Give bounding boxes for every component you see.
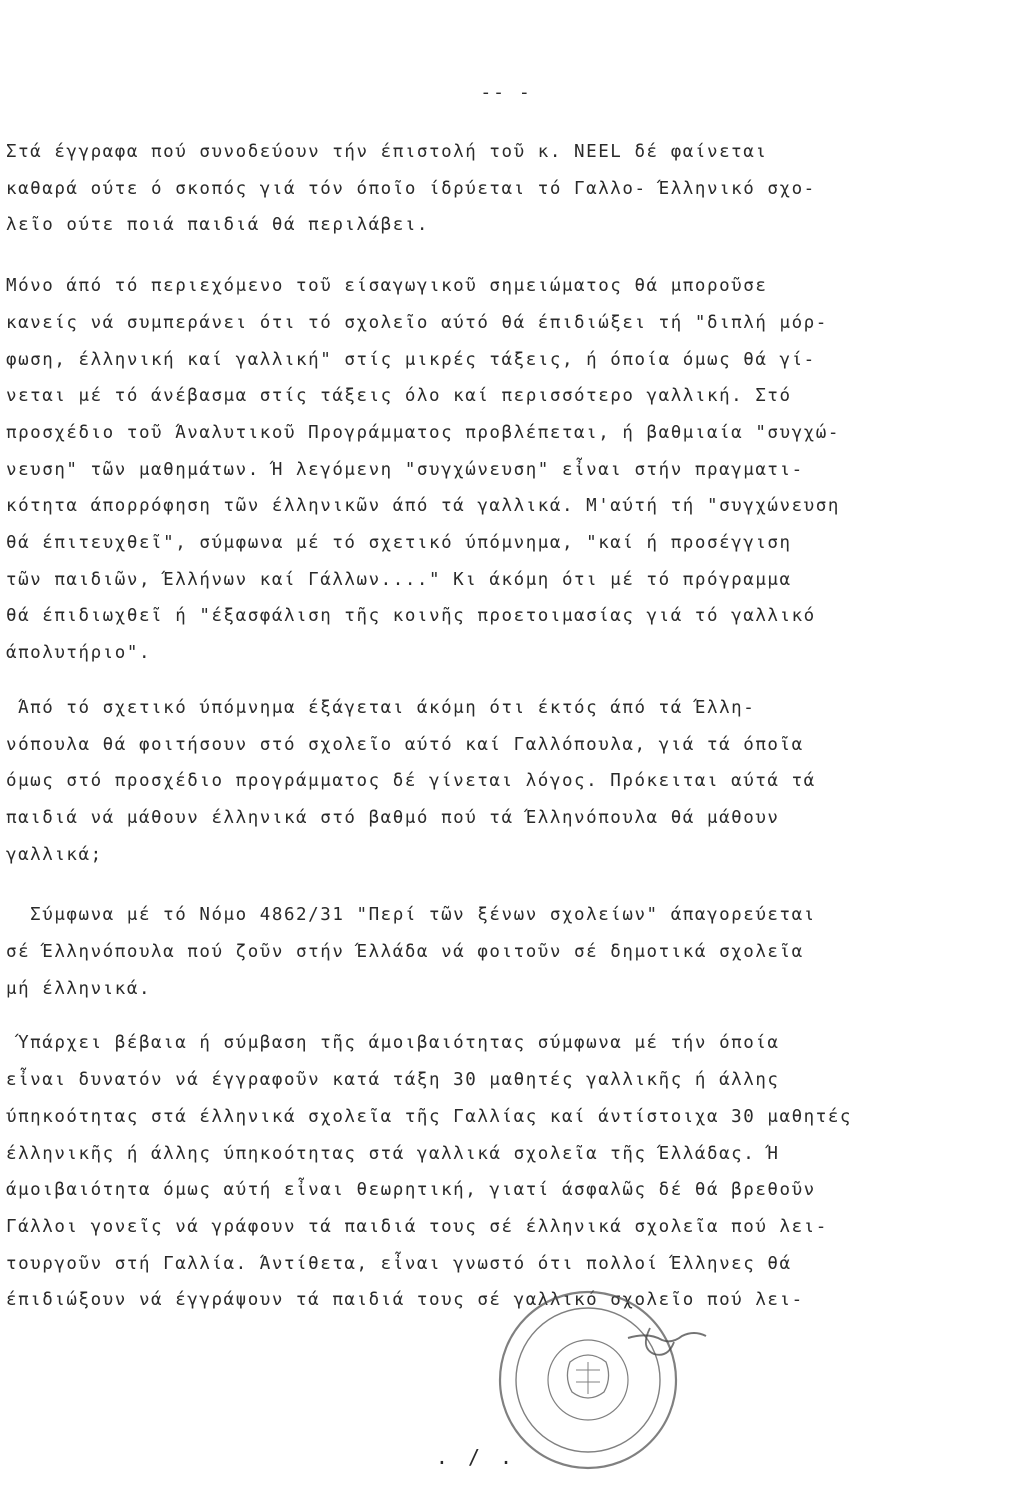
text-line: καθαρά ούτε ό σκοπός γιά τόν όποῖο ίδρύεται τό Γαλλο- Έλληνικό σχο- [6,178,816,199]
text-line: νόπουλα θά φοιτήσουν στό σχολεῖο αύτό καί Γαλλόπουλα, γιά τά όποῖα [6,734,804,755]
text-line: μή έλληνικά. [6,978,152,999]
text-line: θά έπιτευχθεῖ", σύμφωνα μέ τό σχετικό ύπόμνημα, "καί ή προσέγγιση [6,533,792,554]
text-line: λεῖο ούτε ποιά παιδιά θά περιλάβει. [6,215,430,236]
text-line: κότητα άπορρόφηση τῶν έλληνικῶν άπό τά γαλλικά. Μ'αύτή τή "συγχώνευση [6,496,840,517]
document-body [6,134,966,1319]
text-line: έλληνικῆς ή άλλης ύπηκοότητας στά γαλλικά σχολεῖα τῆς Έλλάδας. Ή [6,1143,780,1164]
text-line: θά έπιδιωχθεῖ ή "έξασφάλιση τῆς κοινῆς προετοιμασίας γιά τό γαλλικό [6,606,816,627]
paragraph-3 [6,690,966,874]
text-line: άπολυτήριο". [6,643,152,664]
text-line: Ύπάρχει βέβαια ή σύμβαση τῆς άμοιβαιότητας σύμφωνα μέ τήν όποία [6,1033,780,1054]
paragraph-1 [6,134,966,244]
text-line: ύπηκοότητας στά έλληνικά σχολεῖα τῆς Γαλλίας καί άντίστοιχα 30 μαθητές [6,1106,853,1127]
text-line: Γάλλοι γονεῖς νά γράφουν τά παιδιά τους σέ έλληνικά σχολεῖα πού λει- [6,1216,828,1237]
text-line: παιδιά νά μάθουν έλληνικά στό βαθμό πού τά Έλληνόπουλα θά μάθουν [6,807,780,828]
text-line: Άπό τό σχετικό ύπόμνημα έξάγεται άκόμη ότι έκτός άπό τά Έλλη- [6,697,756,718]
text-line: σέ Έλληνόπουλα πού ζοῦν στήν Έλλάδα νά φοιτοῦν σέ δημοτικά σχολεῖα [6,942,804,963]
text-line: όμως στό προσχέδιο προγράμματος δέ γίνεται λόγος. Πρόκειται αύτά τά [6,771,816,792]
text-line: Σύμφωνα μέ τό Νόμο 4862/31 "Περί τῶν ξένων σχολείων" άπαγορεύεται [6,905,816,926]
paragraph-2 [6,268,966,672]
text-line: κανείς νά συμπεράνει ότι τό σχολεῖο αύτό θά έπιδιώξει τή "διπλή μόρ- [6,312,828,333]
text-line: νευση" τῶν μαθημάτων. Ή λεγόμενη "συγχώνευση" εἶναι στήν πραγματι- [6,459,804,480]
text-line: τῶν παιδιῶν, Έλλήνων καί Γάλλων...." Κι άκόμη ότι μέ τό πρόγραμμα [6,569,792,590]
text-line: γαλλικά; [6,844,103,865]
text-line: εἶναι δυνατόν νά έγγραφοῦν κατά τάξη 30 μαθητές γαλλικῆς ή άλλης [6,1070,780,1091]
text-line: άμοιβαιότητα όμως αύτή εἶναι θεωρητική, γιατί άσφαλῶς δέ θά βρεθοῦν [6,1180,816,1201]
text-line: νεται μέ τό άνέβασμα στίς τάξεις όλο καί περισσότερο γαλλική. Στό [6,386,792,407]
text-line: τουργοῦν στή Γαλλία. Άντίθετα, εἶναι γνωστό ότι πολλοί Έλληνες θά [6,1253,792,1274]
text-line: Μόνο άπό τό περιεχόμενο τοῦ είσαγωγικοῦ σημειώματος θά μποροῦσε [6,276,768,297]
text-line: φωση, έλληνική καί γαλλική" στίς μικρές τάξεις, ή όποία όμως θά γί- [6,349,816,370]
text-line: προσχέδιο τοῦ Άναλυτικοῦ Προγράμματος προβλέπεται, ή βαθμιαία "συγχώ- [6,422,840,443]
page-header-marker: -- - [480,82,532,103]
paragraph-4 [6,897,966,1007]
text-line: Στά έγγραφα πού συνοδεύουν τήν έπιστολή τοῦ κ. NEEL δέ φαίνεται [6,142,768,162]
text-line: έπιδιώξουν νά έγγράψουν τά παιδιά τους σέ γαλλικό σχολεῖο πού λει- [6,1290,804,1311]
page-continuation-marker: . / . [435,1445,517,1469]
